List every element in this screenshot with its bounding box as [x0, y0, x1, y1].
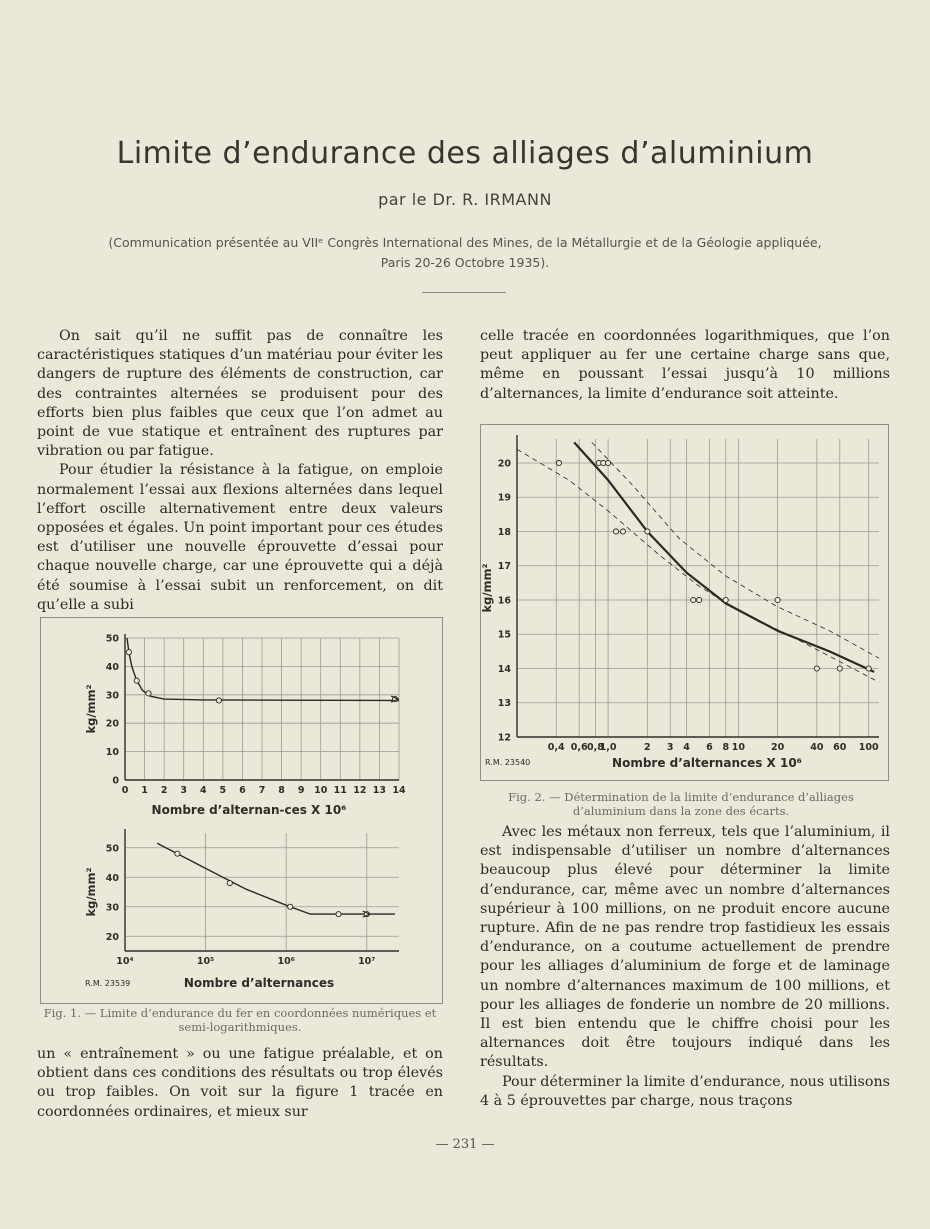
- fig1-top-y-axis-label: kg/mm²: [84, 684, 98, 734]
- fig1-top-x-tick-label: 1: [141, 785, 148, 796]
- fig1-bottom-data-point: [175, 851, 180, 856]
- fig2-y-tick-label: 13: [497, 698, 511, 710]
- fig1-top-y-tick-label: 40: [105, 661, 119, 673]
- fig1-bottom-data-point: [336, 912, 341, 917]
- fig2-x-tick-label: 20: [770, 742, 785, 753]
- fig2-data-point: [814, 666, 819, 671]
- fig2-x-axis-label: Nombre d’alternances X 10⁶: [612, 756, 802, 770]
- fig2-x-tick-label: 4: [683, 742, 690, 753]
- fig2-y-tick-label: 12: [497, 732, 511, 744]
- communication-line-1: (Communication présentée au VIIᵉ Congrès International des Mines, de la Métallurgie et de la Géologie appliquée,: [108, 235, 822, 250]
- fig1-top-x-tick-label: 0: [121, 785, 129, 796]
- fig1-bottom-data-point: [288, 904, 293, 909]
- paragraph-method: Pour déterminer la limite d’endurance, nous utilisons 4 à 5 éprouvettes par charge, nous traçons: [480, 1073, 890, 1109]
- fig2-data-point: [691, 597, 696, 602]
- fig2-x-tick-label: 6: [706, 742, 713, 753]
- paragraph-nonferrous: Avec les métaux non ferreux, tels que l’aluminium, il est indispensable d’utiliser un nombre d’alternances beaucoup plus élevé pour déterminer la limite d’endurance, car, même avec un nombre d’alternances supérieur à 100 millions, on ne produit encore aucune rupture. Afin de ne pas rendre trop fastidieux les essais d’endurance, on a coutume actuellement de prendre pour les alliages d’aluminium de forge et de laminage un nombre d’alternances maximum de 100 millions, et pour les alliages de fonderie un nombre de 20 millions. Il est bien entendu que le chiffre choisi pour les alternances doit être toujours indiqué dans les résultats.: [480, 824, 890, 1071]
- figure-1: [40, 617, 443, 1004]
- fig2-data-point: [645, 529, 650, 534]
- fig1-top-x-tick-label: 4: [199, 785, 207, 796]
- fig2-x-tick-label: 8: [722, 742, 730, 753]
- fig1-top-x-tick-label: 14: [392, 785, 406, 796]
- fig2-x-tick-label: 0,4: [547, 742, 565, 753]
- fig1-top-y-tick-label: 20: [105, 718, 119, 730]
- fig2-y-axis-label: kg/mm²: [481, 563, 494, 613]
- fig2-y-tick-label: 17: [497, 561, 511, 573]
- fig1-top-data-point: [146, 691, 151, 696]
- fig1-top-x-tick-label: 8: [278, 785, 285, 796]
- fig2-x-tick-label: 2: [643, 742, 651, 753]
- fig2-y-tick-label: 20: [497, 458, 511, 470]
- left-column-bottom: [37, 1045, 443, 1122]
- fig1-bottom-y-tick-label: 20: [105, 931, 119, 943]
- paragraph-continuation: celle tracée en coordonnées logarithmiques, que l’on peut appliquer au fer une certaine charge sans que, même en poussant l’essai jusqu’à 10 millions d’alternances, la limite d’endurance soit atteinte.: [480, 328, 890, 402]
- fig1-bottom-y-tick-label: 30: [105, 902, 119, 914]
- fig1-top-curve: [127, 638, 399, 701]
- fig1-top-y-tick-label: 10: [105, 747, 119, 759]
- fig2-y-tick-label: 14: [497, 663, 511, 675]
- communication-note: [60, 233, 870, 273]
- fig1-bottom-y-tick-label: 50: [105, 843, 119, 855]
- fig1-top-y-tick-label: 30: [105, 690, 119, 702]
- figure-1-charts: [41, 618, 442, 1003]
- fig2-data-point: [556, 460, 561, 465]
- communication-line-2: Paris 20-26 Octobre 1935).: [380, 255, 550, 270]
- paragraph-intro: On sait qu’il ne suffit pas de connaître les caractéristiques statiques d’un matériau pour éviter les dangers de rupture des éléments de construction, car des contraintes alternées se produisent pour des efforts bien plus faibles que ceux que l’on admet au point de vue statique et entraînent des ruptures par vibration ou par fatigue.: [37, 328, 443, 460]
- figure-2: [480, 424, 889, 781]
- fig1-bottom-x-tick-label: 10⁶: [277, 956, 295, 967]
- fig2-y-tick-label: 16: [497, 595, 511, 607]
- paragraph-fatigue-method: Pour étudier la résistance à la fatigue, on emploie normalement l’essai aux flexions alternées dans lequel l’effort oscille alternativement entre deux valeurs opposées et égales. Un point important pour ces études est d’utiliser une nouvelle éprouvette d’essai pour chaque nouvelle charge, car une éprouvette qui a déjà été soumise à l’essai subit un renforcement, on dit qu’elle a subi: [37, 462, 443, 613]
- fig1-top-x-tick-label: 6: [239, 785, 246, 796]
- fig1-top-data-point: [126, 650, 131, 655]
- fig1-top-x-tick-label: 10: [314, 785, 328, 796]
- fig1-top-x-tick-label: 7: [258, 785, 266, 796]
- fig2-x-tick-label: 0,6: [570, 742, 588, 753]
- figure-1-caption: Fig. 1. — Limite d’endurance du fer en coordonnées numériques et semi-logarithmiques.: [43, 1006, 437, 1034]
- fig1-bottom-curve: [157, 843, 395, 914]
- fig2-data-point: [775, 597, 780, 602]
- fig1-top-x-tick-label: 5: [219, 785, 227, 796]
- fig2-x-tick-label: 0,8: [587, 742, 604, 753]
- fig2-data-point: [697, 597, 702, 602]
- fig1-bottom-y-axis-label: kg/mm²: [84, 867, 98, 917]
- title-divider: [422, 292, 506, 293]
- page-number: — 231 —: [435, 1137, 495, 1152]
- left-column-top: [37, 327, 443, 615]
- fig1-bottom-reference-id: R.M. 23539: [85, 979, 131, 988]
- fig2-data-point: [866, 666, 871, 671]
- fig2-mean-curve: [574, 442, 874, 672]
- fig1-top-x-tick-label: 11: [333, 785, 347, 796]
- fig2-y-tick-label: 15: [497, 629, 511, 641]
- fig2-x-tick-label: 1,0: [599, 742, 617, 753]
- fig1-top-x-axis-label: Nombre d’alternan-ces X 10⁶: [151, 803, 347, 817]
- fig2-data-point: [723, 597, 728, 602]
- fig1-top-data-point: [216, 698, 221, 703]
- right-column-top: [480, 327, 890, 404]
- fig1-bottom-x-tick-label: 10⁷: [358, 956, 376, 967]
- author-byline: par le Dr. R. IRMANN: [378, 190, 552, 209]
- fig2-scatter-band-curve: [592, 442, 879, 658]
- fig1-top-y-tick-label: 0: [112, 775, 119, 787]
- article-title: Limite d’endurance des alliages d’aluminium: [116, 136, 814, 171]
- right-column-bottom: [480, 823, 890, 1111]
- fig1-bottom-x-tick-label: 10⁵: [196, 956, 215, 967]
- fig2-data-point: [605, 460, 610, 465]
- fig2-data-point: [620, 529, 625, 534]
- fig2-x-tick-label: 3: [666, 742, 674, 753]
- fig1-bottom-x-tick-label: 10⁴: [116, 956, 134, 967]
- fig2-x-tick-label: 40: [810, 742, 824, 753]
- fig1-top-x-tick-label: 3: [180, 785, 188, 796]
- fig1-bottom-y-tick-label: 40: [105, 872, 119, 884]
- fig1-bottom-data-point: [227, 881, 232, 886]
- fig1-top-y-tick-label: 50: [105, 633, 119, 645]
- fig1-top-x-tick-label: 2: [160, 785, 168, 796]
- fig1-top-x-tick-label: 9: [297, 785, 305, 796]
- fig2-reference-id: R.M. 23540: [485, 758, 531, 767]
- figure-2-chart: [481, 425, 888, 780]
- fig2-y-tick-label: 18: [497, 526, 511, 538]
- fig1-top-data-point: [134, 678, 139, 683]
- fig2-data-point: [613, 529, 618, 534]
- figure-2-caption: Fig. 2. — Détermination de la limite d’endurance d’alliages d’aluminium dans la zone des écarts.: [508, 790, 854, 818]
- paragraph-training: un « entraînement » ou une fatigue préalable, et on obtient dans ces conditions des résultats ou trop élevés ou trop faibles. On voit sur la figure 1 tracée en coordonnées ordinaires, et mieux sur: [37, 1046, 443, 1120]
- fig2-y-tick-label: 19: [497, 492, 511, 504]
- fig2-x-tick-label: 100: [858, 742, 879, 753]
- fig2-x-tick-label: 60: [833, 742, 847, 753]
- fig1-bottom-x-axis-label: Nombre d’alternances: [183, 976, 335, 990]
- fig2-x-tick-label: 10: [731, 742, 745, 753]
- fig1-top-x-tick-label: 13: [372, 785, 387, 796]
- fig2-data-point: [837, 666, 842, 671]
- fig1-top-x-tick-label: 12: [353, 785, 367, 796]
